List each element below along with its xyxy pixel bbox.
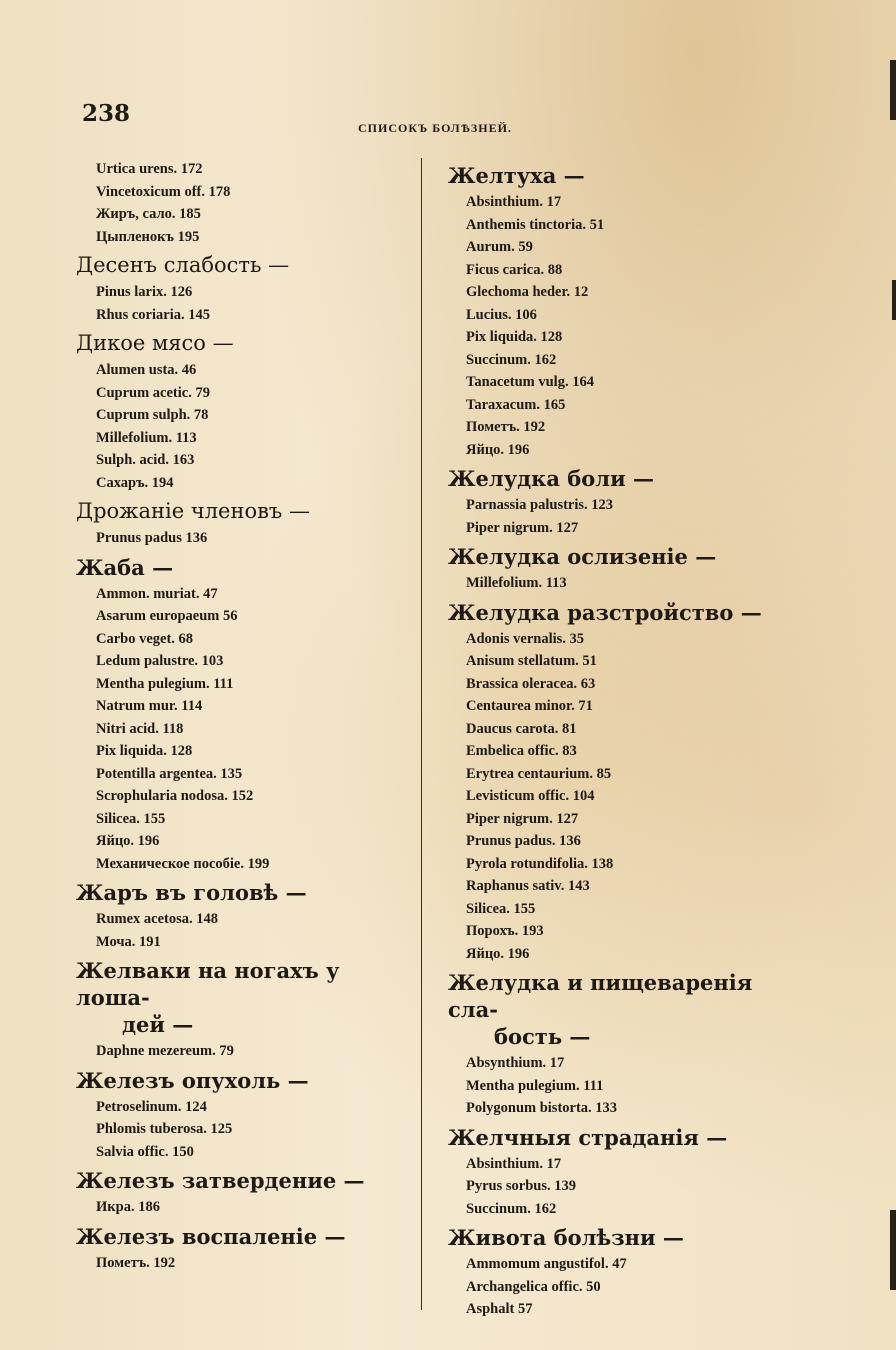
remedy-item: Levisticum offic. 104 [466, 788, 595, 804]
entry-heading [76, 953, 416, 1038]
remedy-item: Millefolium. 113 [466, 575, 567, 591]
remedy-item: Urtica urens. 172 [96, 161, 203, 177]
entry-heading [448, 1120, 778, 1151]
index-entry [448, 965, 778, 1120]
remedy-item: Пометъ. 192 [466, 419, 546, 435]
remedy-item: Parnassia palustris. 123 [466, 497, 614, 513]
remedy-item: Brassica oleracea. 63 [466, 675, 596, 692]
remedy-item: Сахаръ. 194 [96, 474, 174, 491]
remedy-item: Alumen usta. 46 [96, 362, 197, 378]
remedy-item: Polygonum bistorta. 133 [466, 1100, 618, 1116]
remedy-item: Prunus padus 136 [96, 530, 208, 546]
remedy-item: Daucus carota. 81 [466, 720, 577, 737]
remedy-item: Mentha pulegium. 111 [96, 675, 234, 692]
entry-heading [448, 1220, 778, 1251]
remedy-item: Vincetoxicum off. 178 [96, 183, 231, 200]
remedy-item: Archangelica offic. 50 [466, 1278, 601, 1295]
entry-heading [448, 965, 778, 1050]
entry-heading-text: Желчныя страданiя — [448, 1124, 728, 1150]
remedy-item: Pix liquida. 128 [466, 329, 563, 345]
remedy-item: Cuprum acetic. 79 [96, 384, 210, 401]
index-entry [76, 550, 416, 876]
remedy-item: Raphanus sativ. 143 [466, 878, 590, 894]
remedy-item: Яйцо. 196 [96, 833, 160, 849]
left-column [76, 158, 416, 1274]
remedy-item: Absynthium. 17 [466, 1055, 565, 1071]
entry-heading [76, 1163, 416, 1194]
remedy-item: Piper nigrum. 127 [466, 519, 579, 536]
entry-heading [76, 494, 416, 525]
index-entry [76, 1063, 416, 1164]
remedy-item: Ammomum angustifol. 47 [466, 1256, 627, 1272]
remedy-item: Икра. 186 [96, 1199, 160, 1215]
entry-heading [448, 539, 778, 570]
remedy-item: Piper nigrum. 127 [466, 810, 579, 827]
remedy-item: Моча. 191 [96, 933, 161, 950]
index-entry [448, 158, 778, 461]
remedy-item: Цыпленокъ 195 [96, 228, 200, 245]
remedy-item: Яйцо. 196 [466, 945, 530, 962]
remedy-item: Embelica offic. 83 [466, 743, 577, 759]
index-entry [448, 539, 778, 595]
remedy-item: Phlomis tuberosa. 125 [96, 1121, 233, 1137]
entry-heading [76, 248, 416, 279]
entry-heading-text: Дикое мясо — [76, 331, 234, 355]
entry-heading [76, 875, 416, 906]
remedy-item: Яйцо. 196 [466, 441, 530, 458]
entry-heading-text: Желтуха — [448, 163, 585, 188]
entry-heading-text: Десенъ слабость — [76, 253, 290, 277]
entry-heading-text: Желудка ослизенie — [448, 544, 717, 569]
remedy-item: Пометъ. 192 [96, 1254, 176, 1271]
remedy-item: Petroselinum. 124 [96, 1098, 207, 1115]
remedy-item: Жиръ, сало. 185 [96, 206, 201, 222]
remedy-item: Cuprum sulph. 78 [96, 407, 209, 423]
entry-heading [448, 461, 778, 492]
remedy-item: Prunus padus. 136 [466, 833, 581, 849]
entry-heading-continuation: бость — [494, 1024, 591, 1049]
remedy-item: Silicea. 155 [466, 900, 536, 917]
remedy-item: Erytrea centaurium. 85 [466, 765, 612, 782]
remedy-item: Centaurea minor. 71 [466, 698, 593, 714]
remedy-item: Lucius. 106 [466, 306, 537, 323]
entry-heading-text: Железъ воспаленie — [76, 1223, 346, 1249]
remedy-item: Salvia offic. 150 [96, 1143, 194, 1160]
index-entry [76, 248, 416, 326]
remedy-item: Taraxacum. 165 [466, 396, 566, 413]
remedy-item: Absinthium. 17 [466, 1155, 562, 1172]
entry-heading-text: Желудка разстройство — [448, 599, 762, 625]
entry-heading [76, 1219, 416, 1250]
entry-heading-continuation: дей — [122, 1012, 194, 1037]
entry-heading [448, 158, 778, 189]
entry-heading-text: Жаба — [76, 554, 174, 580]
remedy-item: Millefolium. 113 [96, 429, 197, 446]
remedy-item: Anisum stellatum. 51 [466, 653, 597, 669]
index-entry [448, 461, 778, 539]
remedy-item: Daphne mezereum. 79 [96, 1043, 234, 1059]
page-edge-shadow [892, 280, 896, 320]
remedy-item: Asphalt 57 [466, 1301, 533, 1317]
remedy-item: Absinthium. 17 [466, 194, 562, 210]
running-title: СПИСОКЪ БОЛѢЗНЕЙ. [358, 121, 512, 135]
remedy-item: Ammon. muriat. 47 [96, 585, 218, 602]
index-entry [448, 1220, 778, 1321]
remedy-item: Carbo veget. 68 [96, 630, 194, 647]
remedy-item: Mentha pulegium. 111 [466, 1077, 604, 1094]
remedy-item: Rumex acetosa. 148 [96, 911, 219, 927]
entry-heading-text: Желудка и пищеваренiя сла- [448, 970, 753, 1022]
index-entry [76, 1163, 416, 1219]
remedy-item: Asarum europaeum 56 [96, 608, 238, 624]
entry-heading-text: Дрожанie членовъ — [76, 499, 310, 523]
page-edge-shadow [890, 60, 896, 120]
page-number: 238 [82, 100, 131, 127]
remedy-item: Sulph. acid. 163 [96, 452, 195, 468]
remedy-item: Pyrus sorbus. 139 [466, 1178, 576, 1194]
entry-heading-text: Желваки на ногахъ у лоша- [76, 958, 340, 1010]
remedy-item: Succinum. 162 [466, 1200, 557, 1217]
entry-heading-text: Живота болѣзни — [448, 1225, 684, 1250]
remedy-item: Scrophularia nodosa. 152 [96, 788, 254, 804]
remedy-item: Ledum palustre. 103 [96, 653, 224, 669]
index-entry [76, 158, 416, 248]
remedy-item: Nitri acid. 118 [96, 720, 184, 737]
remedy-item: Pix liquida. 128 [96, 743, 193, 759]
remedy-item: Pinus larix. 126 [96, 284, 193, 300]
remedy-item: Succinum. 162 [466, 351, 557, 368]
remedy-item: Ficus carica. 88 [466, 261, 563, 278]
remedy-item: Aurum. 59 [466, 239, 533, 255]
index-entry [448, 595, 778, 966]
remedy-item: Rhus coriaria. 145 [96, 306, 210, 323]
entry-heading-text: Жаръ въ головѣ — [76, 880, 307, 905]
entry-heading-text: Железъ опухоль — [76, 1067, 309, 1093]
index-entry [76, 494, 416, 550]
remedy-item: Anthemis tinctoria. 51 [466, 216, 605, 233]
remedy-item: Natrum mur. 114 [96, 698, 203, 714]
remedy-item: Adonis vernalis. 35 [466, 630, 585, 647]
index-entry [76, 875, 416, 953]
page-edge-shadow [890, 1210, 896, 1290]
remedy-item: Tanacetum vulg. 164 [466, 374, 594, 390]
index-entry [76, 953, 416, 1063]
entry-heading [76, 550, 416, 581]
column-divider [421, 158, 422, 1310]
index-entry [448, 1120, 778, 1221]
remedy-item: Potentilla argentea. 135 [96, 765, 243, 782]
entry-heading [76, 326, 416, 357]
index-entry [76, 326, 416, 494]
index-entry [76, 1219, 416, 1275]
right-column [448, 158, 778, 1321]
entry-heading-text: Железъ затвердениe — [76, 1168, 365, 1193]
entry-heading [76, 1063, 416, 1094]
remedy-item: Механическое пособie. 199 [96, 855, 270, 872]
entry-heading [448, 595, 778, 626]
remedy-item: Pyrola rotundifolia. 138 [466, 855, 614, 872]
remedy-item: Порохъ. 193 [466, 923, 544, 939]
entry-heading-text: Желудка боли — [448, 466, 654, 491]
remedy-item: Silicea. 155 [96, 810, 166, 827]
remedy-item: Glechoma heder. 12 [466, 284, 589, 300]
